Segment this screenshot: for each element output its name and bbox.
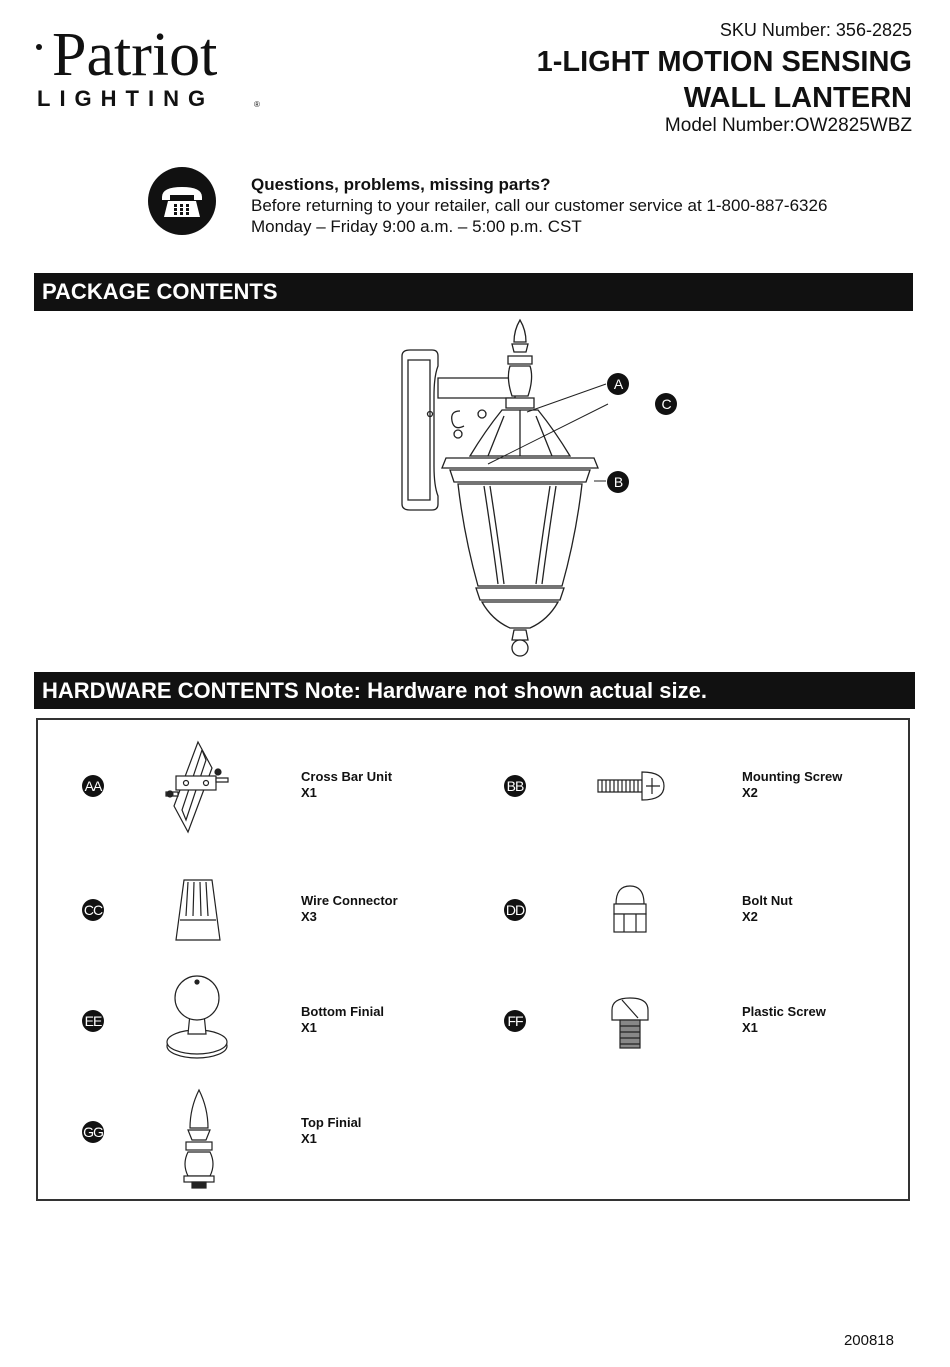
hardware-name-ee: Bottom Finial (301, 1004, 385, 1019)
lantern-illustration (380, 316, 680, 666)
hardware-code-aa: AA (82, 775, 104, 797)
callout-a: A (607, 373, 629, 395)
hardware-name-aa: Cross Bar Unit (301, 769, 393, 784)
hardware-name-bb: Mounting Screw (742, 769, 843, 784)
package-contents-heading: PACKAGE CONTENTS (34, 273, 913, 311)
cross-bar-unit-icon (158, 740, 238, 839)
hardware-item-gg (301, 1115, 361, 1147)
hardware-item-ee (301, 1004, 384, 1036)
bolt-nut-icon (610, 884, 650, 941)
hardware-item-ff (742, 1004, 826, 1036)
telephone-icon (148, 167, 216, 235)
hardware-name-ff: Plastic Screw (742, 1004, 826, 1019)
hardware-item-dd (742, 893, 793, 925)
hardware-qty-gg: X1 (301, 1131, 317, 1146)
model-number: Model Number:OW2825WBZ (664, 115, 912, 136)
service-question: Questions, problems, missing parts? (251, 175, 551, 194)
hardware-code-bb: BB (504, 775, 526, 797)
wire-connector-icon (174, 878, 222, 947)
hardware-code-ee: EE (82, 1010, 104, 1032)
hardware-qty-dd: X2 (742, 909, 758, 924)
plastic-screw-icon (608, 996, 652, 1057)
hardware-qty-cc: X3 (301, 909, 317, 924)
hardware-name-cc: Wire Connector (301, 893, 398, 908)
hardware-code-ff: FF (504, 1010, 526, 1032)
sku-number: SKU Number: 356-2825 (719, 20, 912, 40)
bottom-finial-icon (164, 974, 230, 1067)
hardware-code-dd: DD (504, 899, 526, 921)
hardware-code-gg: GG (82, 1121, 104, 1143)
brand-logo-sub: LIGHTING (37, 86, 215, 111)
service-line2: Monday – Friday 9:00 a.m. – 5:00 p.m. CST (251, 217, 582, 236)
hardware-item-bb (742, 769, 842, 801)
hardware-contents-heading: HARDWARE CONTENTS Note: Hardware not shown actual size. (34, 672, 915, 709)
document-number: 200818 (843, 1332, 894, 1349)
registered-mark: ® (254, 100, 260, 109)
product-title (537, 44, 912, 116)
hardware-name-gg: Top Finial (301, 1115, 362, 1130)
callout-b: B (607, 471, 629, 493)
product-title-line2: WALL LANTERN (683, 82, 912, 114)
customer-service-info (251, 174, 827, 237)
hardware-code-cc: CC (82, 899, 104, 921)
hardware-item-cc (301, 893, 398, 925)
brand-logo: Patriot (52, 21, 218, 89)
hardware-item-aa (301, 769, 392, 801)
hardware-qty-aa: X1 (301, 785, 317, 800)
mounting-screw-icon (596, 768, 666, 809)
product-title-line1: 1-LIGHT MOTION SENSING (536, 46, 912, 78)
hardware-qty-ee: X1 (301, 1020, 317, 1035)
callout-c: C (655, 393, 677, 415)
logo-dot (36, 44, 42, 50)
service-line1: Before returning to your retailer, call our customer service at 1-800-887-6326 (251, 196, 828, 215)
hardware-name-dd: Bolt Nut (742, 893, 793, 908)
top-finial-icon (174, 1088, 224, 1195)
hardware-qty-ff: X1 (742, 1020, 758, 1035)
hardware-qty-bb: X2 (742, 785, 758, 800)
